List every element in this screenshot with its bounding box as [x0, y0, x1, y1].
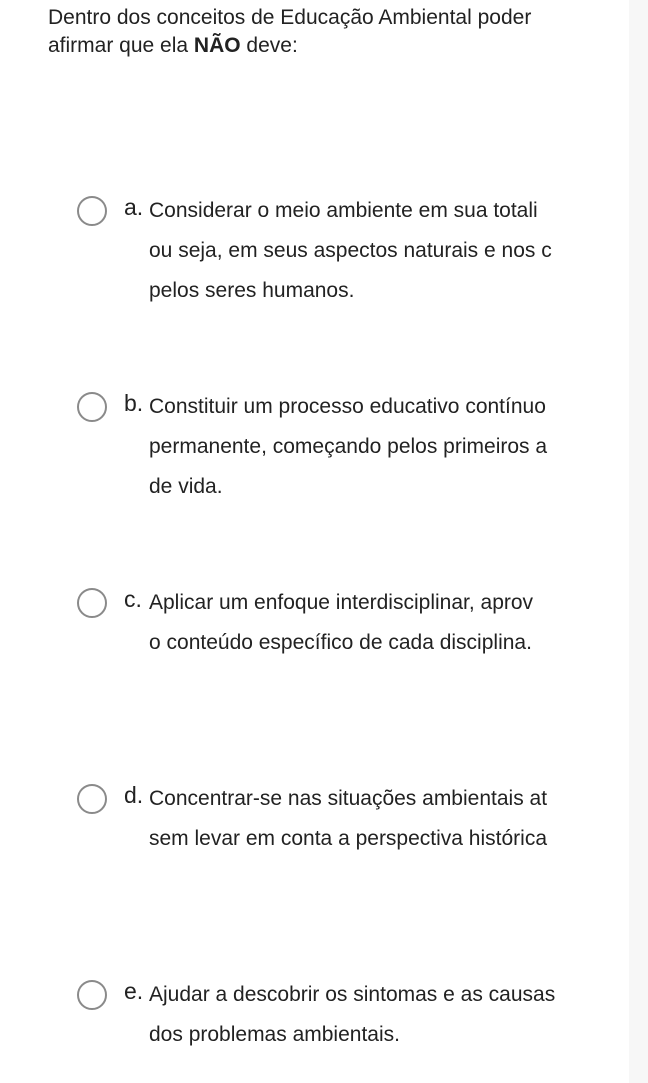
question-line-1: Dentro dos conceitos de Educação Ambiental poder [48, 6, 532, 29]
radio-button-a[interactable] [77, 196, 107, 226]
radio-button-c[interactable] [77, 588, 107, 618]
option-e-line-2: dos problemas ambientais. [149, 1023, 400, 1046]
question-line-2-suffix: deve: [240, 34, 298, 57]
question-emphasis: NÃO [193, 34, 241, 57]
option-b-line-2: permanente, começando pelos primeiros a [149, 435, 548, 458]
option-letter-e: e. [124, 978, 144, 1004]
option-letter-c: c. [124, 586, 142, 612]
option-a-line-1: Considerar o meio ambiente em sua totali [149, 199, 538, 222]
option-text-c[interactable] [149, 583, 596, 663]
question-line-2 [48, 32, 596, 60]
question-text [48, 4, 596, 60]
option-text-e[interactable] [149, 975, 596, 1055]
option-b-line-1: Constituir um processo educativo contínuo [149, 395, 546, 418]
answer-option-d[interactable] [77, 784, 596, 914]
option-letter-a: a. [124, 194, 144, 220]
option-text-a[interactable] [149, 191, 596, 311]
option-e-line-1: Ajudar a descobrir os sintomas e as causas [149, 983, 556, 1006]
option-c-line-2: o conteúdo específico de cada disciplina. [149, 631, 532, 654]
option-letter-b: b. [124, 390, 144, 416]
option-text-b[interactable] [149, 387, 596, 507]
radio-button-e[interactable] [77, 980, 107, 1010]
question-line-2-prefix: afirmar que ela [48, 34, 194, 57]
option-letter-d: d. [124, 782, 144, 808]
option-d-line-1: Concentrar-se nas situações ambientais at [149, 787, 548, 810]
answer-option-b[interactable] [77, 392, 596, 522]
answer-option-c[interactable] [77, 588, 596, 718]
option-c-line-1: Aplicar um enfoque interdisciplinar, aprov [149, 591, 534, 614]
answer-option-a[interactable] [77, 196, 596, 326]
radio-button-b[interactable] [77, 392, 107, 422]
scrollbar-track[interactable] [629, 0, 648, 1083]
option-text-d[interactable] [149, 779, 596, 859]
option-a-line-3: pelos seres humanos. [149, 279, 355, 302]
option-a-line-2: ou seja, em seus aspectos naturais e nos c [149, 239, 552, 262]
answer-option-e[interactable] [77, 980, 596, 1083]
option-d-line-2: sem levar em conta a perspectiva histórica [149, 827, 548, 850]
option-b-line-3: de vida. [149, 475, 223, 498]
radio-button-d[interactable] [77, 784, 107, 814]
